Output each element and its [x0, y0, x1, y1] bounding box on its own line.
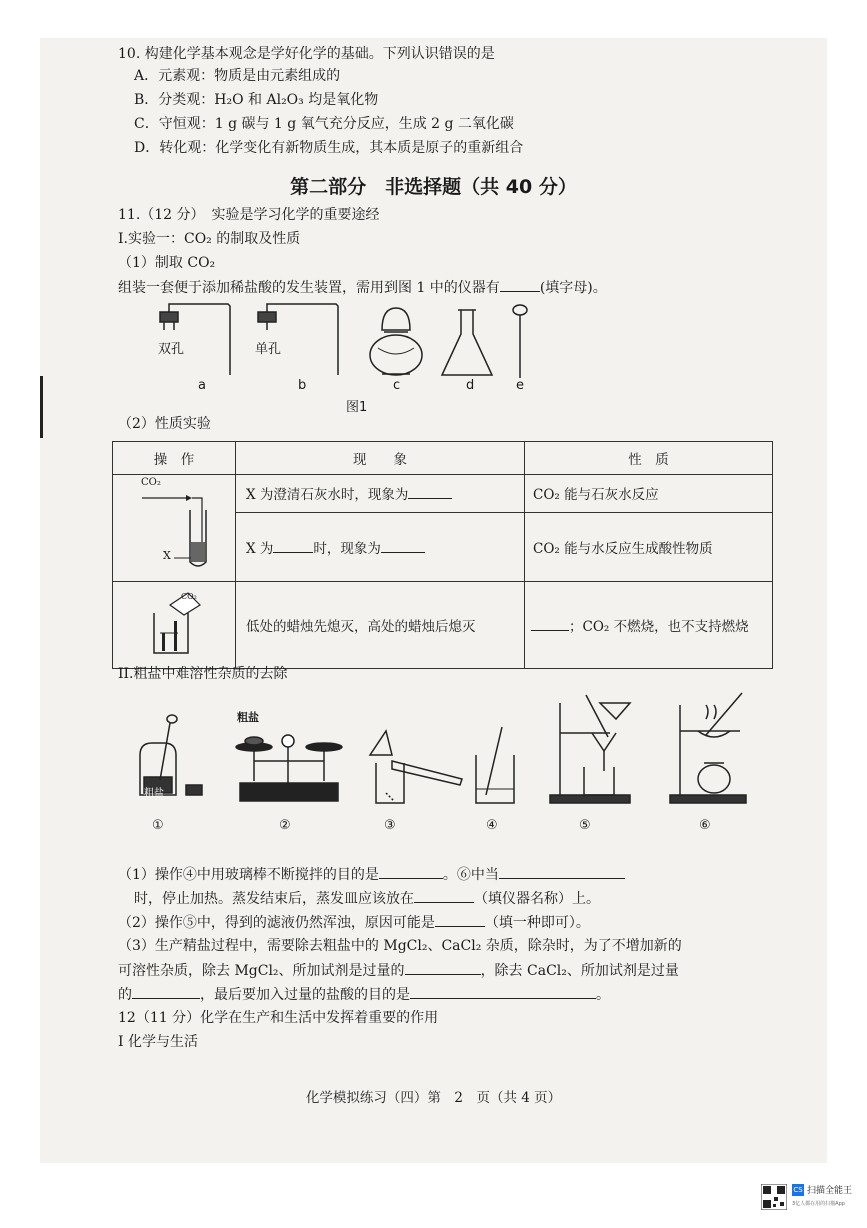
- q10-option-b: B．分类观：H₂O 和 Al₂O₃ 均是氧化物: [134, 92, 379, 108]
- q11-p2-text-a: （2）操作⑤中，得到的滤液仍然浑浊，原因可能是: [118, 915, 435, 931]
- q11-p1-text-d: （填仪器名称）上。: [474, 891, 600, 907]
- row2-phenomenon: [236, 512, 525, 581]
- figure-2-operations: [130, 685, 750, 815]
- bottle-label: 粗盐: [144, 788, 164, 799]
- row3-property-text: ；CO₂ 不燃烧，也不支持燃烧: [569, 619, 749, 635]
- q11-p2-text-b: （填一种即可）。: [484, 915, 590, 931]
- row1-phenomenon-text: X 为澄清石灰水时，现象为: [246, 487, 409, 504]
- q10-option-d: D．转化观：化学变化有新物质生成，其本质是原子的重新组合: [134, 140, 524, 156]
- q11-sub2: （2）性质实验: [118, 416, 211, 432]
- thistle-funnel-icon: [513, 305, 527, 378]
- answer-blank[interactable]: [499, 864, 625, 879]
- q11-p3-text-f: 。: [596, 987, 610, 1003]
- operation-test-tube-cell: [113, 475, 236, 582]
- alcohol-lamp-icon: [370, 308, 422, 375]
- answer-blank[interactable]: [405, 960, 481, 975]
- q12-sub: I 化学与生活: [118, 1034, 198, 1050]
- answer-blank[interactable]: [531, 616, 569, 631]
- q10-stem: 10. 构建化学基本观念是学好化学的基础。下列认识错误的是: [118, 46, 495, 62]
- row1-property: CO₂ 能与石灰水反应: [525, 475, 773, 513]
- header-operation: 操 作: [113, 442, 236, 475]
- step-1: ①: [152, 818, 164, 833]
- table-row: [113, 475, 773, 513]
- q11-p1-text-a: （1）操作④中用玻璃棒不断搅拌的目的是: [118, 867, 379, 883]
- scanner-watermark: [757, 1180, 857, 1216]
- answer-blank[interactable]: [379, 864, 443, 879]
- label-single-hole: 单孔: [255, 342, 282, 357]
- scanner-logo: CS: [793, 1186, 803, 1194]
- fig1-letter-e: e: [516, 378, 524, 393]
- q11-p3-line2: [118, 960, 679, 981]
- answer-blank[interactable]: [273, 538, 313, 553]
- stirring-beaker-icon: [476, 727, 514, 803]
- row2-property: CO₂ 能与水反应生成酸性物质: [525, 512, 773, 581]
- step-3: ③: [384, 818, 396, 833]
- figure-1-apparatus: [150, 300, 550, 390]
- q11-stem: 11.（12 分） 实验是学习化学的重要途经: [118, 207, 380, 223]
- fig1-letter-d: d: [466, 378, 475, 393]
- scanner-tagline: 3亿人都在用的扫描App: [792, 1201, 845, 1207]
- row3-property: [525, 582, 773, 669]
- evaporation-stand-icon: [670, 693, 746, 803]
- q11-sub1-text-b: (填字母)。: [539, 280, 607, 296]
- fig1-letter-a: a: [198, 378, 206, 393]
- row1-phenomenon: [236, 475, 525, 513]
- x-label: X: [163, 549, 171, 562]
- fig1-letter-c: c: [393, 378, 401, 393]
- q11-p2: [118, 912, 590, 933]
- answer-blank[interactable]: [500, 277, 540, 292]
- label-two-hole: 双孔: [158, 342, 185, 357]
- q11-part2-title: II.粗盐中难溶性杂质的去除: [118, 666, 288, 682]
- table-header-row: [113, 442, 773, 475]
- q11-sub1: （1）制取 CO₂: [118, 255, 216, 271]
- step-6: ⑥: [699, 818, 711, 833]
- scanner-name: 扫描全能王: [807, 1186, 853, 1196]
- q11-part1-title: I.实验一：CO₂ 的制取及性质: [118, 231, 301, 247]
- table-row: [113, 582, 773, 669]
- qr-code-icon: [761, 1184, 787, 1210]
- q11-p1-line1: [118, 864, 625, 885]
- q11-p3-text-e: ，最后要加入过量的盐酸的目的是: [200, 987, 410, 1003]
- q10-option-a: A．元素观：物质是由元素组成的: [134, 68, 341, 84]
- fig1-caption: 图1: [346, 400, 368, 415]
- answer-blank[interactable]: [132, 984, 200, 999]
- beaker-candles-icon: [114, 583, 232, 663]
- conical-flask-icon: [442, 310, 492, 375]
- co2-label: CO₂: [141, 477, 161, 488]
- q10-option-c: C．守恒观：1 g 碳与 1 g 氧气充分反应，生成 2 g 二氧化碳: [134, 116, 514, 132]
- header-property: 性 质: [525, 442, 773, 475]
- answer-blank[interactable]: [381, 538, 425, 553]
- q11-p3-line3: [118, 984, 610, 1005]
- q11-p1-line2: [134, 888, 600, 909]
- test-tube-icon: [114, 476, 232, 576]
- answer-blank[interactable]: [435, 912, 485, 927]
- filtration-stand-icon: [550, 695, 630, 803]
- binding-mark: [40, 376, 43, 438]
- answer-blank[interactable]: [408, 484, 452, 499]
- answer-blank[interactable]: [414, 888, 474, 903]
- step-4: ④: [486, 818, 498, 833]
- q11-p3-line1: （3）生产精盐过程中，需要除去粗盐中的 MgCl₂、CaCl₂ 杂质，除杂时，为了不增加新的: [118, 938, 682, 954]
- page-footer: 化学模拟练习（四）第 2 页（共 4 页）: [305, 1090, 562, 1106]
- q11-p3-text-b: 可溶性杂质，除去 MgCl₂、所加试剂是过量的: [118, 963, 405, 979]
- q11-sub1-text-a: 组装一套便于添加稀盐酸的发生装置，需用到图 1 中的仪器有: [118, 280, 500, 296]
- pouring-beaker-icon: [370, 731, 462, 803]
- step-5: ⑤: [579, 818, 591, 833]
- property-table: [112, 441, 773, 669]
- header-phenomenon: 现 象: [236, 442, 525, 475]
- operation-beaker-cell: [113, 582, 236, 669]
- q11-p1-text-c: 时，停止加热。蒸发结束后，蒸发皿应该放在: [134, 891, 414, 907]
- q11-sub1-text: [118, 277, 607, 298]
- q12-stem: 12（11 分）化学在生产和生活中发挥着重要的作用: [118, 1010, 439, 1026]
- q11-p3-text-d: 的: [118, 987, 132, 1003]
- co2-bottle-label: CO₂: [181, 592, 197, 601]
- fig1-letter-b: b: [298, 378, 307, 393]
- balance-icon: [236, 735, 342, 801]
- step-2: ②: [279, 818, 291, 833]
- row3-phenomenon: 低处的蜡烛先熄灭，高处的蜡烛后熄灭: [236, 582, 525, 669]
- answer-blank[interactable]: [410, 984, 596, 999]
- row2-phenomenon-text-a: X 为: [246, 540, 274, 557]
- reagent-bottle-icon: [140, 715, 202, 795]
- q11-p1-text-b: 。⑥中当: [442, 867, 499, 883]
- salt-label: 粗盐: [237, 711, 259, 724]
- row2-phenomenon-text-b: 时，现象为: [313, 540, 381, 557]
- section-title: 第二部分 非选择题（共 40 分）: [290, 176, 577, 198]
- q11-p3-text-c: ，除去 CaCl₂、所加试剂是过量: [480, 963, 679, 979]
